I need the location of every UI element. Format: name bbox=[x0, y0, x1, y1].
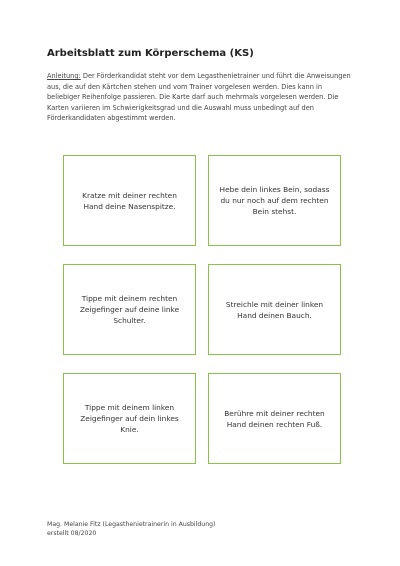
instructions-text: Der Förderkandidat steht vor dem Legasthenietrainer und führt die Anweisungen aus, die auf den Kärtchen stehen und vom Trainer vorgelesen werden. Dies kann in beliebiger Reihenfolge passieren. Die Karte darf auch mehrmals vorgelesen werden. Die Karten variieren im Schwierigkeitsgrad und die Auswahl muss unbedingt auf den Förderkandidaten abgestimmt werden. bbox=[47, 72, 351, 122]
card-text-4: Streichle mit deiner linken Hand deinen Bauch. bbox=[225, 299, 324, 320]
instructions-paragraph bbox=[47, 71, 357, 124]
footer-author: Mag. Melanie Fitz (Legasthenietrainerin in Ausbildung) bbox=[47, 521, 216, 528]
instruction-card-4 bbox=[208, 264, 341, 355]
card-text-5: Tippe mit deinem linken Zeigefinger auf dein linkes Knie. bbox=[80, 403, 179, 434]
footer-created: erstellt 08/2020 bbox=[47, 530, 97, 537]
instructions-label: Anleitung: bbox=[47, 72, 81, 80]
instruction-card-2 bbox=[208, 155, 341, 246]
instruction-card-6 bbox=[208, 373, 341, 464]
instruction-card-5 bbox=[63, 373, 196, 464]
worksheet-title: Arbeitsblatt zum Körperschema (KS) bbox=[47, 48, 254, 59]
card-text-1: Kratze mit deiner rechten Hand deine Nasenspitze. bbox=[82, 190, 177, 211]
card-text-6: Berühre mit deiner rechten Hand deinen rechten Fuß. bbox=[224, 408, 325, 429]
card-text-2: Hebe dein linkes Bein, sodass du nur noch auf dem rechten Bein stehst. bbox=[219, 185, 330, 216]
instruction-card-3 bbox=[63, 264, 196, 355]
card-text-3: Tippe mit deinem rechten Zeigefinger auf deine linke Schulter. bbox=[79, 294, 180, 325]
instruction-card-1 bbox=[63, 155, 196, 246]
footer bbox=[47, 520, 215, 538]
